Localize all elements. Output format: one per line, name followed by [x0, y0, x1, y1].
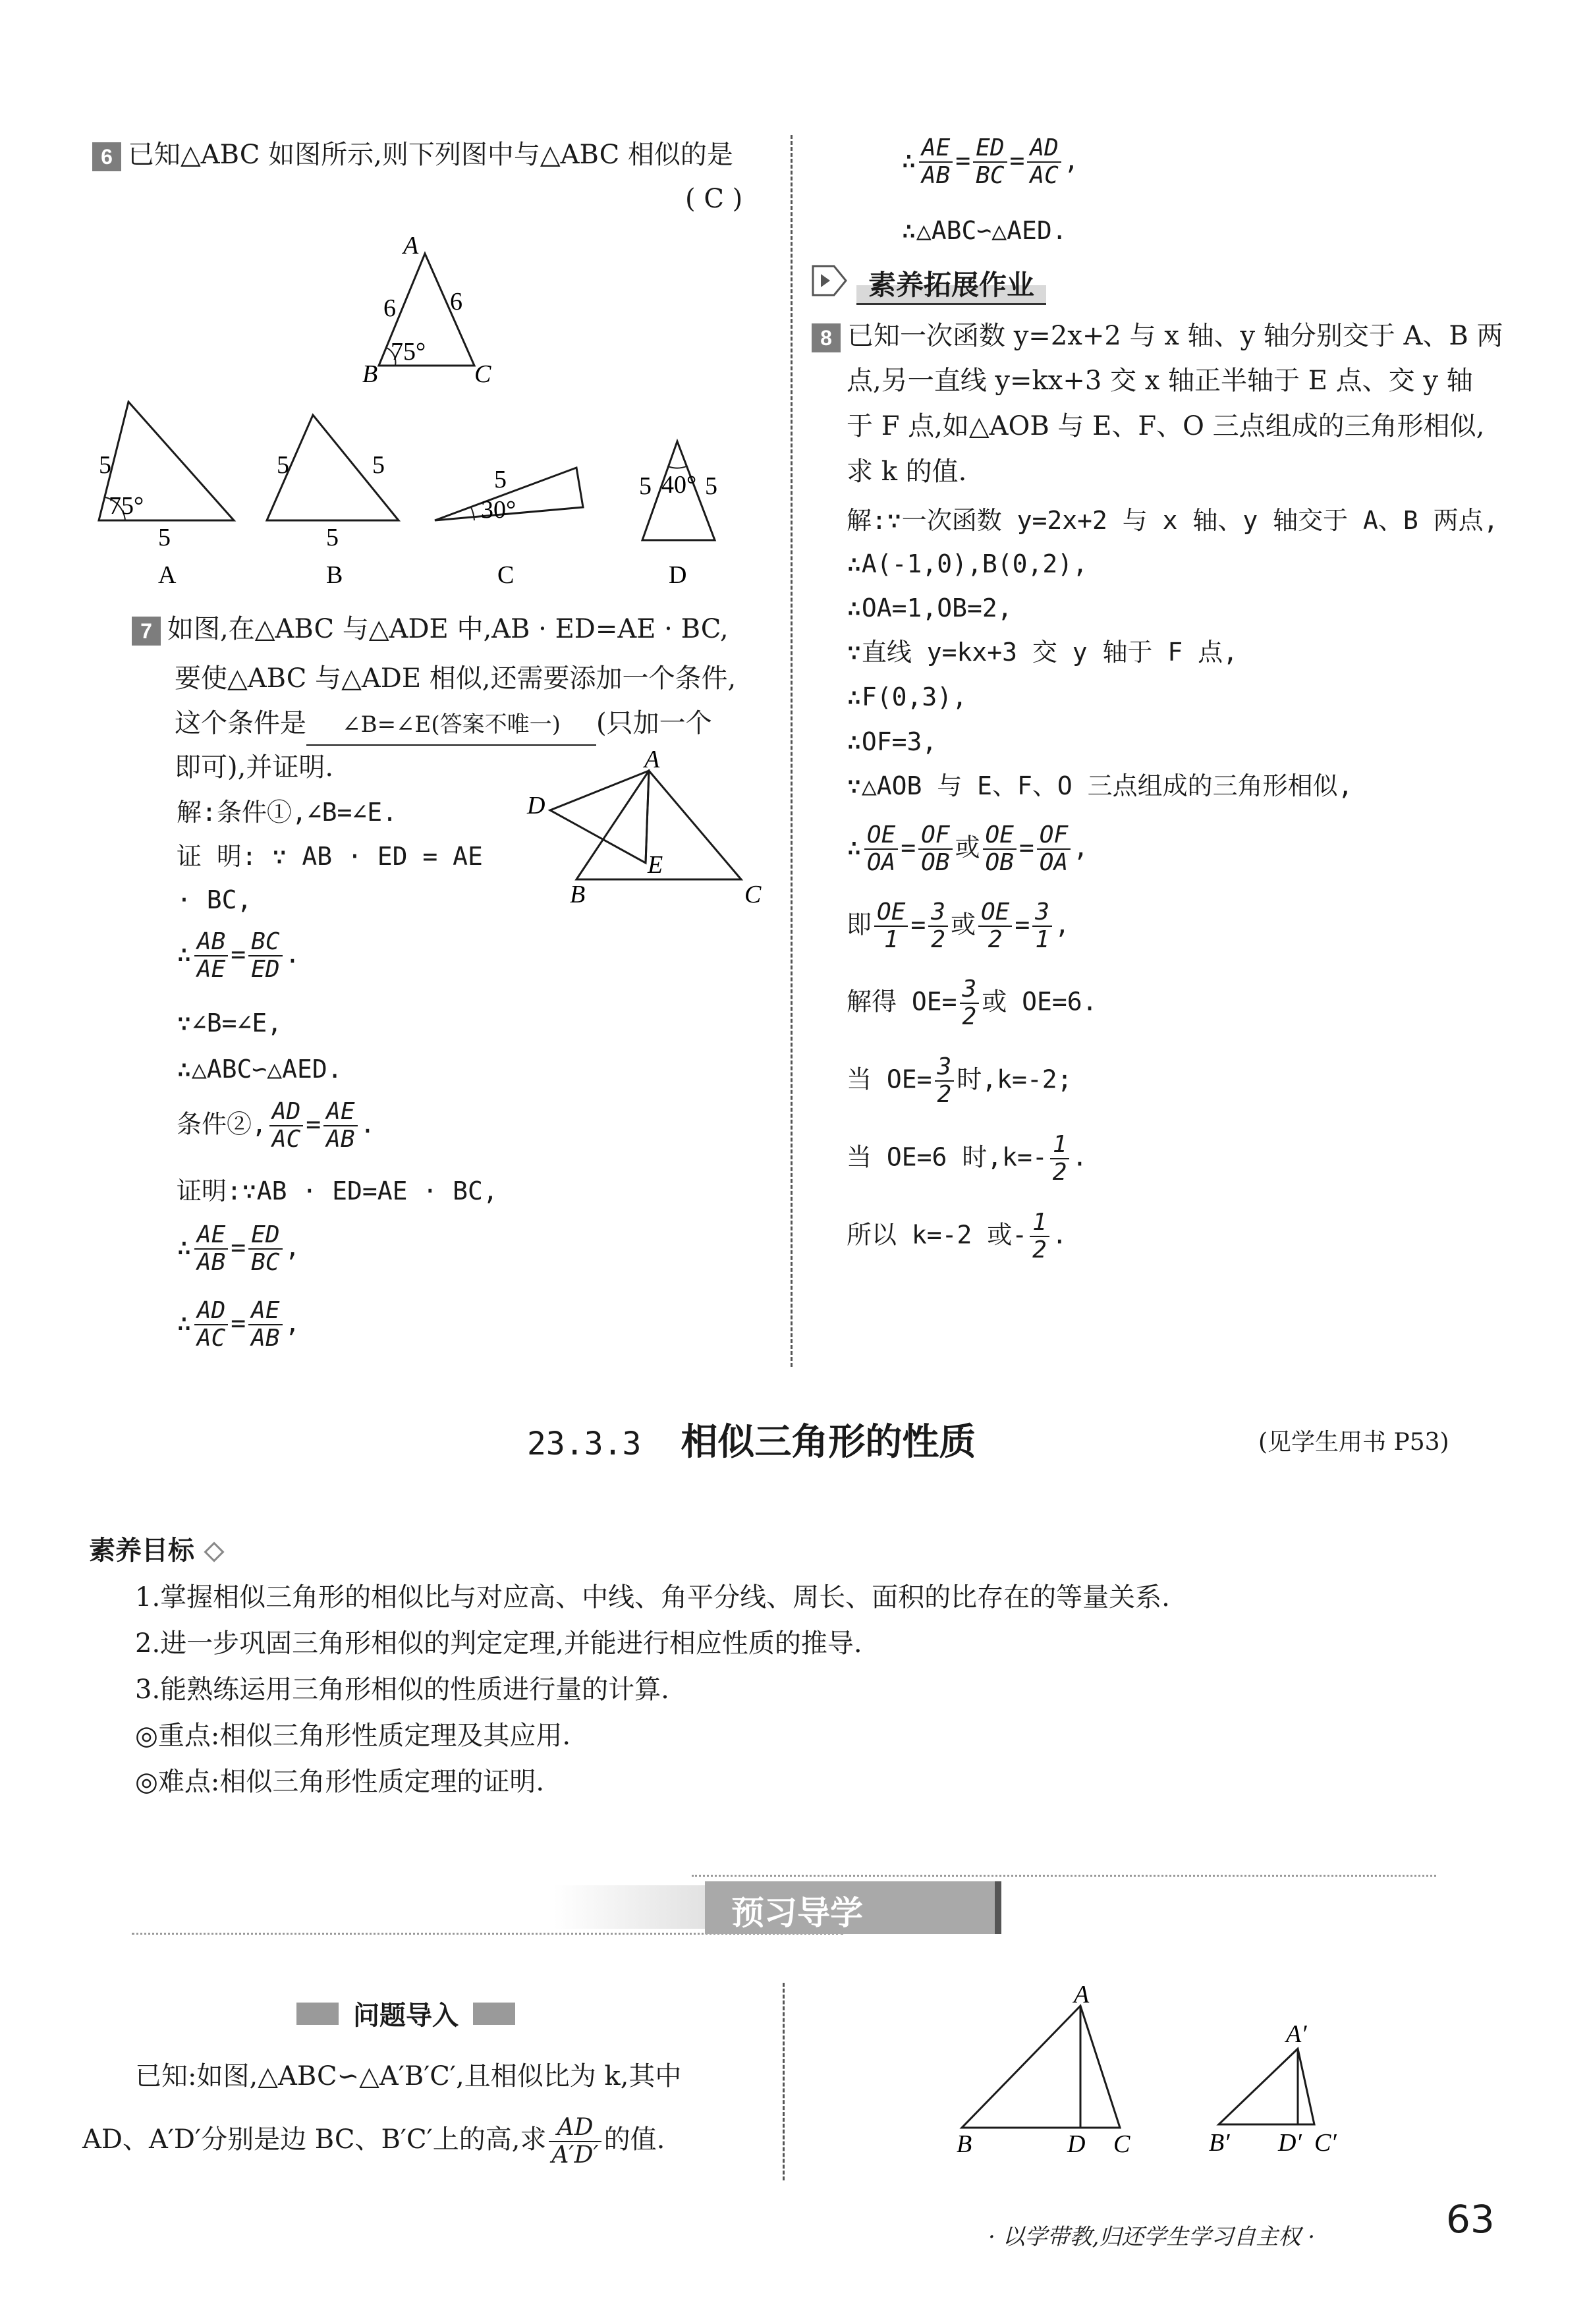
- q6-option-d-side2: 5: [705, 472, 717, 500]
- q6-option-a-figure: [89, 389, 260, 586]
- q7-f1-left: $\frac{AB}{AE}$: [194, 929, 228, 983]
- q7-number-badge: 7: [132, 617, 161, 646]
- intro-line2: [82, 2115, 665, 2169]
- q8-s5: ∴F(0,3),: [847, 682, 968, 711]
- q8-line3: 于 F 点,如△AOB 与 E、F、O 三点组成的三角形相似,: [847, 411, 1485, 441]
- q7-sol5: ∵∠B=∠E,: [177, 1009, 283, 1038]
- q7-f1-right: $\frac{BC}{ED}$: [248, 929, 282, 983]
- q6-main-side1: 6: [383, 294, 396, 322]
- q6-main-vertex-a: A: [403, 232, 419, 260]
- section-title: 相似三角形的性质: [681, 1421, 976, 1464]
- q8-s12: 当 OE=6 时,k=- $\frac{1}{2}$ .: [847, 1131, 1088, 1186]
- q6-option-d-side1: 5: [639, 472, 652, 500]
- q7-f3-left: $\frac{AE}{AB}$: [194, 1222, 228, 1276]
- page-number: 63: [1446, 2197, 1495, 2242]
- section-heading: [527, 1413, 976, 1466]
- intro-fig2-a: A′: [1286, 2020, 1307, 2048]
- q6-main-triangle-figure: [343, 231, 540, 389]
- preview-decor-left: [553, 1885, 705, 1929]
- q7-f2-right: $\frac{AE}{AB}$: [323, 1099, 357, 1153]
- q6-option-b-label: B: [326, 561, 343, 586]
- q7-continued-ratio: ∴ $\frac{AE}{AB}$ = $\frac{ED}{BC}$ = $\frac{AD}{AC}$ ,: [901, 134, 1079, 189]
- q8-s7: ∵△AOB 与 E、F、O 三点组成的三角形相似,: [847, 771, 1353, 800]
- q8-s11: 当 OE= $\frac{3}{2}$ 时,k=-2;: [847, 1053, 1073, 1108]
- q7-sol7: 条件②, $\frac{AD}{AC}$ = $\frac{AE}{AB}$ .: [177, 1098, 376, 1153]
- q7-fig-b: B: [570, 881, 586, 906]
- preview-title: 预习导学: [731, 1894, 863, 1932]
- q7-continued-conclusion: ∴△ABC∽△AED.: [901, 216, 1067, 245]
- q6-option-d-figure: [613, 389, 744, 586]
- section-ref: (见学生用书 P53): [1258, 1429, 1449, 1456]
- goal-key-point: ◎重点:相似三角形性质定理及其应用.: [135, 1721, 571, 1751]
- q7-fig-c: C: [744, 881, 762, 906]
- expand-arrow-icon: [809, 262, 849, 299]
- section-number: 23.3.3: [527, 1425, 642, 1462]
- q6-main-side2: 6: [450, 288, 462, 316]
- preview-banner: [705, 1881, 1001, 1934]
- q8-s9: 即 $\frac{OE}{1}$ = $\frac{3}{2}$ 或 $\frac{OE}{2}$ = $\frac{3}{1}$ ,: [847, 899, 1070, 953]
- q7-answer-blank: ∠B=∠E(答案不唯一): [306, 705, 596, 746]
- q7-sol1: 解:条件①,∠B=∠E.: [177, 798, 398, 827]
- q7-f4-left: $\frac{AD}{AC}$: [194, 1298, 228, 1352]
- expand-header: [809, 258, 1086, 304]
- q7-sol6: ∴△ABC∽△AED.: [177, 1055, 343, 1084]
- q7-f3-right: $\frac{ED}{BC}$: [248, 1222, 282, 1276]
- intro-header: [296, 1995, 515, 2032]
- q6-text: 已知△ABC 如图所示,则下列图中与△ABC 相似的是: [128, 140, 733, 170]
- intro-title: 问题导入: [353, 2001, 459, 2031]
- q7-line3-pre: 这个条件是: [175, 708, 306, 738]
- q8-s10: 解得 OE= $\frac{3}{2}$ 或 OE=6.: [847, 976, 1098, 1030]
- q7-triangle-ade: [550, 771, 649, 863]
- q6-question: [92, 135, 733, 175]
- q6-option-a-side1: 5: [99, 451, 111, 479]
- q8-s4: ∵直线 y=kx+3 交 y 轴于 F 点,: [847, 638, 1239, 667]
- q8-line2: 点,另一直线 y=kx+3 交 x 轴正半轴于 E 点、交 y 轴: [847, 366, 1473, 396]
- q6-option-c-figure: [428, 389, 599, 586]
- intro-figure-a-prime: [1206, 2016, 1357, 2157]
- q6-main-vertex-b: B: [362, 360, 378, 388]
- q8-s6: ∴OF=3,: [847, 727, 937, 756]
- intro-line1: 已知:如图,△ABC∽△A′B′C′,且相似比为 k,其中: [135, 2061, 682, 2091]
- q7-condition2: 条件②,: [177, 1109, 267, 1139]
- intro-right-bar: [473, 2003, 515, 2025]
- q7-figure: [520, 748, 777, 906]
- goals-diamond-icon: [204, 1541, 225, 1562]
- q7-sol10: ∴ $\frac{AD}{AC}$ = $\frac{AE}{AB}$ ,: [177, 1297, 300, 1352]
- q8-s8: ∴ $\frac{OE}{OA}$ = $\frac{OF}{OB}$ 或 $\frac{OE}{OB}$ = $\frac{OF}{OA}$ ,: [847, 821, 1089, 876]
- q8-s3: ∴OA=1,OB=2,: [847, 594, 1013, 622]
- intro-fig1-d: D: [1067, 2130, 1086, 2157]
- goal-difficult-point: ◎难点:相似三角形性质定理的证明.: [135, 1767, 545, 1797]
- q6-option-b-figure: [257, 389, 428, 586]
- q6-option-c-side1: 5: [494, 466, 507, 493]
- intro-fig1-c: C: [1113, 2130, 1130, 2157]
- q6-number-badge: 6: [92, 142, 121, 171]
- q7-sol4: ∴ $\frac{AB}{AE}$ = $\frac{BC}{ED}$ .: [177, 928, 300, 983]
- intro-figure-abc: [949, 1979, 1166, 2157]
- q6-option-b-side3: 5: [326, 524, 339, 551]
- q6-option-a-side2: 5: [158, 524, 171, 551]
- q6-option-a-label: A: [158, 561, 177, 586]
- intro-fig2-b: B′: [1209, 2129, 1230, 2157]
- column-divider-top: [791, 135, 793, 1367]
- column-divider-bottom: [783, 1983, 785, 2180]
- intro-line2-text: AD、A′D′分别是边 BC、B′C′上的高,求: [82, 2124, 547, 2155]
- q7-line3: [175, 704, 712, 746]
- q7-sol3: · BC,: [177, 885, 252, 914]
- q8-line4: 求 k 的值.: [847, 456, 967, 487]
- q6-answer: ( C ): [685, 184, 743, 214]
- intro-fig2-c: C′: [1314, 2129, 1337, 2157]
- q7-line4: 即可),并证明.: [175, 752, 334, 783]
- goal-item-2: 2.进一步巩固三角形相似的判定定理,并能进行相应性质的推导.: [135, 1628, 862, 1659]
- q6-option-c-label: C: [497, 561, 515, 586]
- q8-s1: 解:∵一次函数 y=2x+2 与 x 轴、y 轴交于 A、B 两点,: [847, 506, 1499, 535]
- intro-fig1-b: B: [957, 2130, 972, 2157]
- q6-option-c-angle: 30°: [481, 496, 516, 524]
- goal-item-1: 1.掌握相似三角形的相似比与对应高、中线、角平分线、周长、面积的比存在的等量关系.: [135, 1582, 1170, 1613]
- intro-fig1-a: A: [1074, 1981, 1090, 2008]
- q6-option-d-angle: 40°: [661, 471, 697, 499]
- intro-fig2-d: D′: [1278, 2129, 1302, 2157]
- q7-f4-right: $\frac{AE}{AB}$: [248, 1298, 282, 1352]
- q8-s13: 所以 k=-2 或- $\frac{1}{2}$ .: [847, 1209, 1067, 1263]
- q7-line1: [132, 609, 729, 649]
- q7-fig-a: A: [644, 748, 660, 773]
- q6-option-a-angle: 75°: [109, 492, 144, 520]
- q6-option-b-side1: 5: [277, 451, 289, 479]
- intro-ratio: $\frac{AD}{A'D'}$: [549, 2115, 601, 2169]
- goals-header: [89, 1530, 221, 1567]
- q8-number-badge: 8: [812, 323, 841, 352]
- goals-title: 素养目标: [89, 1536, 194, 1566]
- preview-line-top: [692, 1875, 1436, 1877]
- q7-line1-text: 如图,在△ABC 与△ADE 中,AB · ED=AE · BC,: [167, 614, 729, 644]
- q6-main-angle: 75°: [391, 338, 426, 366]
- q7-fig-d: D: [527, 792, 545, 819]
- q6-option-d-label: D: [669, 561, 687, 586]
- q7-line3-post: (只加一个: [596, 708, 712, 738]
- q6-option-b-side2: 5: [372, 451, 385, 479]
- intro-left-bar: [296, 2003, 339, 2025]
- q7-fig-e: E: [648, 851, 663, 879]
- q7-f2-left: $\frac{AD}{AC}$: [269, 1099, 303, 1153]
- q6-main-vertex-c: C: [474, 360, 491, 388]
- q8-line1: [812, 316, 1503, 356]
- expand-title: 素养拓展作业: [856, 263, 1046, 305]
- q7-sol9: ∴ $\frac{AE}{AB}$ = $\frac{ED}{BC}$ ,: [177, 1221, 300, 1276]
- q8-line1-text: 已知一次函数 y=2x+2 与 x 轴、y 轴分别交于 A、B 两: [847, 321, 1503, 351]
- q7-sol8: 证明:∵AB · ED=AE · BC,: [177, 1176, 498, 1205]
- goal-item-3: 3.能熟练运用三角形相似的性质进行量的计算.: [135, 1674, 669, 1705]
- footer-motto: · 以学带教,归还学生学习自主权 ·: [988, 2224, 1316, 2250]
- q7-sol2: 证 明: ∵ AB · ED = AE: [177, 842, 483, 871]
- q8-s2: ∴A(-1,0),B(0,2),: [847, 549, 1088, 578]
- q7-therefore: ∴: [177, 939, 192, 969]
- q7-line2: 要使△ABC 与△ADE 相似,还需要添加一个条件,: [175, 663, 737, 694]
- intro-line2-post: 的值.: [603, 2124, 665, 2155]
